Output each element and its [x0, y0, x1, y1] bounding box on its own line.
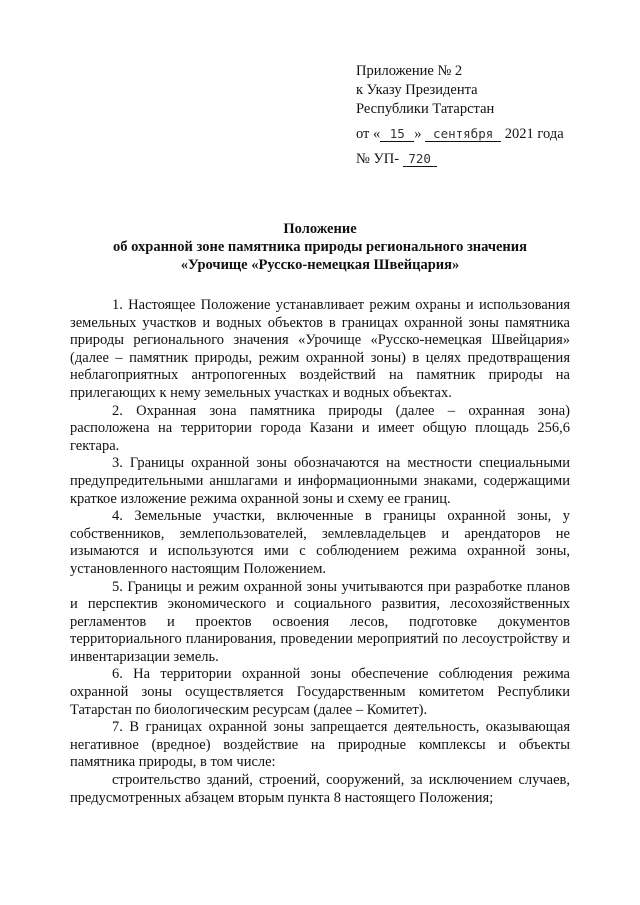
paragraph-6: 6. На территории охранной зоны обеспечение соблюдения режима охранной зоны осуществляется Государственным комитетом Республики Татарстан по биологическим ресурсам (далее – Комитет).	[70, 666, 570, 718]
paragraph-1: 1. Настоящее Положение устанавливает режим охраны и использования земельных участков и водных объектов в границах охранной зоны памятника природы регионального значения «Урочище «Русско-немецкая Швейцария» (далее – памятник природы, режим охранной зоны) в целях предотвращения неблагоприятных антропогенных воздействий на памятник природы на прилегающих к нему земельных участках и водных объектах.	[70, 297, 570, 401]
title-line-2: об охранной зоне памятника природы регионального значения	[113, 239, 527, 255]
paragraph-3: 3. Границы охранной зоны обозначаются на местности специальными предупредительными аншлагами и информационными знаками, содержащими краткое изложение режима охранной зоны и схему ее границ.	[70, 455, 570, 507]
paragraph-7: 7. В границах охранной зоны запрещается деятельность, оказывающая негативное (вредное) воздействие на природные комплексы и объекты памятника природы, в том числе:	[70, 719, 570, 771]
number-value: 720	[403, 151, 437, 167]
paragraph-4: 4. Земельные участки, включенные в границы охранной зоны, у собственников, землепользователей, землевладельцев и арендаторов не изымаются и используются ими с соблюдением режима охранной зоны, установленного настоящим Положением.	[70, 508, 570, 577]
title-line-3: «Урочище «Русско-немецкая Швейцария»	[180, 257, 460, 273]
date-day: 15	[380, 126, 414, 142]
appendix-republic: Республики Татарстан	[356, 101, 495, 117]
document-body	[70, 297, 570, 807]
date-mid: »	[414, 126, 422, 142]
decree-date	[356, 125, 564, 144]
number-prefix: № УП-	[356, 151, 400, 167]
decree-number	[356, 150, 564, 169]
paragraph-7-item-1: строительство зданий, строений, сооружений, за исключением случаев, предусмотренных абзацем вторым пункта 8 настоящего Положения;	[70, 772, 570, 806]
document-title	[70, 220, 570, 274]
title-line-1: Положение	[283, 221, 357, 237]
date-month: сентября	[425, 126, 501, 142]
date-year: 2021 года	[504, 126, 564, 142]
date-prefix: от «	[356, 126, 381, 142]
paragraph-2: 2. Охранная зона памятника природы (далее – охранная зона) расположена на территории города Казани и имеет общую площадь 256,6 гектара.	[70, 402, 570, 454]
appendix-number: Приложение № 2	[356, 63, 463, 79]
appendix-header	[356, 62, 564, 169]
appendix-reference: к Указу Президента	[356, 82, 478, 98]
paragraph-5: 5. Границы и режим охранной зоны учитываются при разработке планов и перспектив экономического и социального развития, лесохозяйственных регламентов и проектов освоения лесов, подготовке документов территориального планирования, проведении мероприятий по лесоустройству и инвентаризации земель.	[70, 578, 570, 665]
